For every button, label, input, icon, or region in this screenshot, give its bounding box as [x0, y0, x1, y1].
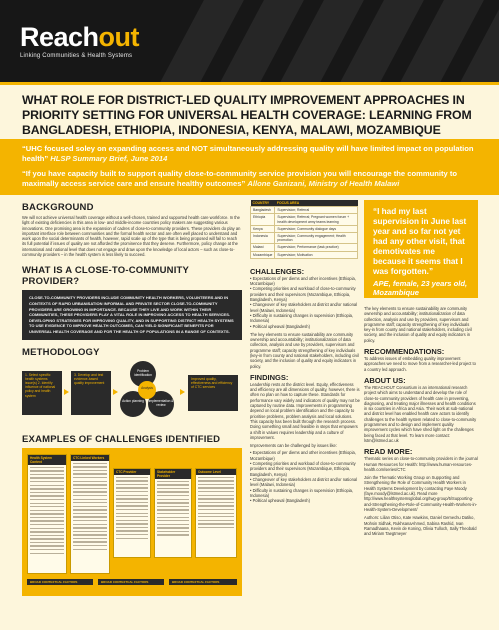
- table-cell: Supervision; Motivation: [275, 251, 358, 258]
- challenge-column-title: Outcome Level: [196, 469, 236, 475]
- table-cell: Supervision; Community dialogue days: [275, 225, 358, 232]
- sustainability-text: The key elements to ensure sustainability are community ownership and accountability; institutionalization of data collection, analysis and use by providers, supervisors and programme staff; capacity strengthening of key individuals key-in from county and national stakeholders, including civil society, and the inclusion of quality and equity indicators in policy.: [364, 306, 472, 343]
- challenge-column: [195, 468, 237, 558]
- table-cell: Supervision; Performance (task practice): [275, 244, 358, 251]
- quote-1-text: “UHC focused soley on expanding access and NOT simultaneously addressing quality will have limited impact on population health”: [22, 144, 474, 163]
- table-cell: Supervision; Referral; Pregnant women forum + health development army teams learning: [275, 214, 358, 225]
- challenge-column-title: Stakeholder Provider: [155, 469, 191, 479]
- method-step-box: 1. Select specific health systems issue(s) 2. Identify influence of national policy and health system: [22, 371, 62, 415]
- header-banner: [0, 0, 499, 82]
- list-item: • Changeover of key stakeholders at district and/or national level (Malawi, Indonesia): [250, 477, 360, 488]
- table-row: [251, 207, 358, 214]
- join-text: Join the Thematic Working Group on Supporting and Strengthening the Role of Community Health Workers in Health Systems Development by contacting Faye Moody (faye.moody@lstmed.ac.uk). Read more http://www.healthsystemsglobal.org/twg-group/5/Supporting-and-Strengthening-the-Role-of-Community-Health-Workers-in-Health-System-Development/: [364, 475, 477, 512]
- findings-list: [250, 450, 360, 503]
- challenges-heading: CHALLENGES:: [250, 266, 305, 276]
- context-bar: BROAD CONTEXTUAL FACTORS: [169, 579, 237, 585]
- cycle-circle: Problem identification: [130, 361, 156, 387]
- challenges-list: [250, 276, 360, 329]
- quote-2-source: Allone Ganizani, Ministry of Health Malawi: [247, 178, 400, 188]
- table-row: [251, 244, 358, 251]
- table-cell: Indonesia: [251, 233, 275, 244]
- middle-column: [250, 200, 360, 503]
- table-cell: Supervision; Community engagement; Health promotion: [275, 233, 358, 244]
- list-item: • Political upheaval (Bangladesh): [250, 498, 360, 503]
- poster-title: WHAT ROLE FOR DISTRICT-LED QUALITY IMPROVEMENT APPROACHES IN PRIORITY SETTING FOR UNIVERSAL HEALTH COVERAGE: LEARNING FROM BANGLADESH, ETHIOPIA, INDONESIA, KENYA, MALAWI, MOZAMBIQUE: [22, 93, 472, 137]
- list-item: • Difficulty in sustaining changes in supervision (Ethiopia, Indonesia): [250, 313, 360, 324]
- methodology-heading: METHODOLOGY: [22, 346, 100, 358]
- table-cell: Bangladesh: [251, 207, 275, 214]
- challenges-diagram: [22, 448, 242, 596]
- challenge-column-title: CTC Linked Workers: [71, 455, 109, 461]
- table-row: [251, 225, 358, 232]
- challenges-text: The key elements to ensure sustainability are community ownership and accountability; institutionalization of data collection, analysis and use by providers, supervisors and programme staff; capacity strengthening of key individuals (key-in from county and national stakeholders, including civil society, and the inclusion of quality and equity indicators in policy.: [250, 331, 359, 369]
- ctc-heading: WHAT IS A CLOSE-TO-COMMUNITY PROVIDER?: [22, 265, 189, 288]
- table-row: [251, 233, 358, 244]
- pull-quote-attribution: APE, female, 23 years old, Mozambique: [373, 279, 468, 297]
- table-cell: Malawi: [251, 244, 275, 251]
- arrow-right-icon: [180, 389, 185, 395]
- table-header: FOCUS AREA: [275, 200, 358, 207]
- findings-text-2: Improvements can be challenged by issues like:: [250, 443, 337, 449]
- recommendations-text: To address issues of embedding quality improvement approaches we need to move from a researcher-led project to a country led approach.: [364, 356, 476, 372]
- table-header: COUNTRY: [251, 200, 275, 207]
- table-row: [251, 251, 358, 258]
- quote-2: [22, 169, 477, 188]
- table-cell: Ethiopia: [251, 214, 275, 225]
- about-text: The REACHOUT Consortium is an international research project which aims to understand and develop the role of close-to-community providers of health care in preventing, diagnosing, and treating major illnesses and health conditions in six countries in Africa and Asia. Their work at sub-national and district level has enabled health care actors to identify challenges to the health system related to close-to-community programmes and to design and implement quality improvement cycles which have shed light on the challenges being faced at that level. To learn more contact: lstm@lstmed.ac.uk: [364, 384, 477, 443]
- challenge-column: [27, 454, 67, 574]
- challenge-column-title: Health System Context: [28, 455, 66, 465]
- quote-1-source: HLSP Summary Brief, June 2014: [50, 153, 168, 163]
- methodology-diagram: [22, 361, 242, 431]
- examples-heading: EXAMPLES OF CHALLENGES IDENTIFIED: [22, 433, 221, 445]
- table-cell: Kenya: [251, 225, 275, 232]
- left-column: [22, 202, 242, 596]
- quote-1: [22, 144, 477, 163]
- quote-2-text: “If you have capacity built to support quality close-to-community service provision you will encourage the community to maximally access service care and ensure healthy outcomes”: [22, 169, 458, 188]
- ctc-box: CLOSE-TO-COMMUNITY PROVIDERS INCLUDE COMMUNITY HEALTH WORKERS, VOLUNTEERS AND IN CONTEXTS OF RAPID URBANISATION INFORMAL AND PRIVATE SECTOR CLOSE-TO-COMMUNITY PROVIDERS ARE GROWING IN IMPORTANCE. BECAUSE THEY LIVE AND WORK WITHIN THEIR COMMUNITIES, THESE PROVIDERS PLAY A VITAL ROLE IN IMPROVING ACCESS TO HEALTH SERVICES. DEVELOPING STRATEGIES FOR IMPROVING QUALITY, AND IN SUPPORTING DISTRICT HEALTH SYSTEMS TO USE EVIDENCE TO IMPROVE HEALTH OUTCOMES, CAN YIELD SIGNIFICANT BENEFITS FOR UNIVERSAL HEALTH COVERAGE AND FOR THE HEALTH OF POPULATIONS IN A RANGE OF CONTEXTS.: [22, 290, 242, 339]
- list-item: • Competing priorities and workload of close-to-community providers and their supervisors (Mozambique, Ethiopia, Bangladesh, Kenya): [250, 286, 360, 302]
- quotes-band: [0, 139, 499, 195]
- challenge-column: [70, 454, 110, 574]
- cycle-circle: Action planning: [120, 391, 146, 417]
- background-text: We will not achieve universal health coverage without a well-chosen, trained and supported health care workforce. In the light of existing deficiencies in this area in low- and middle-income countries policy makers are suggesting various innovations. One promising area is the expansion of cadres of close-to-community providers. These providers do play an important interface role between communities and the formal health sector and are often well placed to understand and work upon the social determinants of health, however, rapid scale up of the type that is being proposed will fail to reach its full potential if issues of quality are not afforded the prominence that they deserve. Furthermore, policy change at the international and national level that does not engage and draw upon the knowledge of local actors – such as close-to-community providers – in the health system is less likely to succeed.: [22, 215, 241, 258]
- challenge-column: [154, 468, 192, 558]
- list-item: • Difficulty in sustaining changes in supervision (Ethiopia, Indonesia): [250, 488, 360, 499]
- logo: [20, 22, 170, 68]
- table-row: [251, 214, 358, 225]
- list-item: • Political upheaval (Bangladesh): [250, 324, 360, 329]
- list-item: • Competing priorities and workload of close-to-community providers and their supervisors (Mozambique, Ethiopia, Bangladesh, Kenya): [250, 461, 360, 477]
- logo-text-out: out: [98, 22, 140, 52]
- table-cell: Mozambique: [251, 251, 275, 258]
- arrow-right-icon: [64, 389, 69, 395]
- list-item: • Changeover of key stakeholders at district and/or national level (Malawi, Indonesia): [250, 302, 360, 313]
- method-outcome-box: Improved quality, effectiveness and efficiency of CTC services: [188, 375, 238, 411]
- divider: [0, 82, 499, 85]
- list-item: • Expectations of per diems and other incentives (Ethiopia, Mozambique): [250, 276, 360, 287]
- logo-text-reach: Reach: [20, 22, 99, 52]
- method-step-box: 3. Develop and test evidence-based quality improvement: [71, 371, 111, 415]
- country-table: [250, 200, 358, 259]
- challenge-column-title: CTC Provider: [114, 469, 150, 475]
- cycle-circle: Implementation & review: [148, 391, 174, 417]
- recommendations-heading: RECOMMENDATIONS:: [364, 347, 445, 357]
- logo-tagline: Linking Communities & Health Systems: [20, 53, 133, 59]
- context-bar: BROAD CONTEXTUAL FACTORS: [27, 579, 93, 585]
- about-heading: ABOUT US:: [364, 375, 406, 385]
- cycle-center: Analysis: [138, 381, 156, 399]
- context-bar: BROAD CONTEXTUAL FACTORS: [98, 579, 164, 585]
- read-more-text: Thematic series on close-to-community providers in the journal Human Resources for Health: http://www.human-resources-health.com/series/CTC: [364, 456, 478, 472]
- list-item: • Expectations of per diems and other incentives (Ethiopia, Mozambique): [250, 450, 360, 461]
- background-heading: BACKGROUND: [22, 202, 94, 213]
- right-column: [364, 306, 478, 536]
- pull-quote-text: “I had my last supervision in June last year and so far not yet had any other visit, that demotivates me because it seems that I was forgotten.”: [373, 207, 467, 276]
- authors-text: Authors: Lilian Otiso, Kate Hawkins, Daniel Gemechu Datiko, Mohsin Sidhak, RukhsanaAhmed, Sabina Rashid, Ivan Ramadhaana, Kevin de Koning, Olivia Tulloch, Sally Theobald and Miriam Taegtmeyer: [364, 515, 477, 537]
- pull-quote: [364, 200, 478, 298]
- findings-heading: FINDINGS:: [250, 372, 289, 382]
- table-cell: Supervision; Referral: [275, 207, 358, 214]
- challenge-column: [113, 468, 151, 558]
- findings-text: Leadership rests at the district level. Equity, effectiveness and efficiency are all dimensions of quality, however, there is often no plan on how to capture these. Standards for performance vary widely and indicators of quality may not be captured by routine data. Improvements in programming depend on local problem identification and the capacity to prioritise problems, problem analysis and local solutions. This capacity has been built through the research process. Doing something small and feasible in steps that empowers a shift in values requires leadership and a culture of improvement.: [250, 381, 360, 440]
- arrow-right-icon: [113, 389, 118, 395]
- read-more-heading: READ MORE:: [364, 447, 413, 457]
